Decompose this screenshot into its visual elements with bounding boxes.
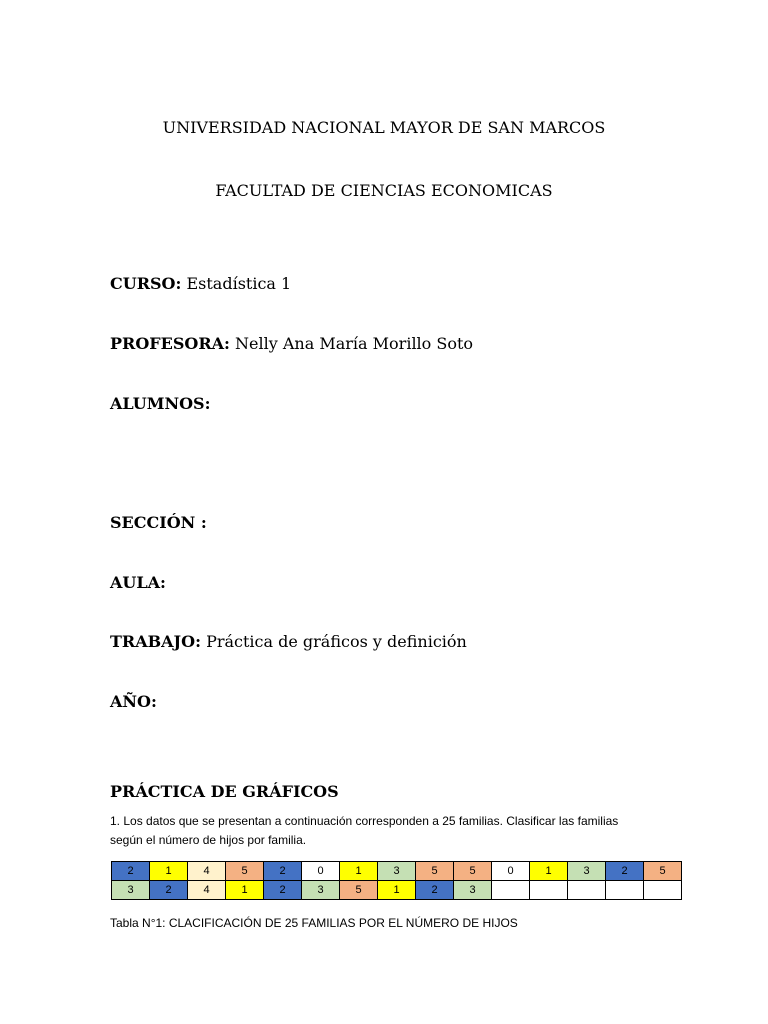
- table-cell: 0: [492, 862, 530, 881]
- table-cell: 1: [530, 862, 568, 881]
- university-title: UNIVERSIDAD NACIONAL MAYOR DE SAN MARCOS: [162, 118, 606, 137]
- faculty-title: FACULTAD DE CIENCIAS ECONOMICAS: [215, 181, 553, 200]
- alumnos-label: ALUMNOS:: [110, 394, 211, 413]
- table-cell: 2: [112, 862, 150, 881]
- table-cell: 3: [454, 881, 492, 900]
- table-cell: 4: [188, 881, 226, 900]
- table-cell: 0: [302, 862, 340, 881]
- aula-field: [110, 573, 166, 592]
- table-cell: [568, 881, 606, 900]
- table-cell: 5: [226, 862, 264, 881]
- table-caption: Tabla N°1: CLACIFICACIÓN DE 25 FAMILIAS POR EL NÚMERO DE HIJOS: [110, 916, 518, 930]
- table-cell: 2: [606, 862, 644, 881]
- table-cell: 1: [150, 862, 188, 881]
- seccion-field: [110, 513, 207, 532]
- instructions-line-2: según el número de hijos por familia.: [110, 833, 307, 847]
- table-cell: 3: [112, 881, 150, 900]
- table-row: [112, 862, 682, 881]
- curso-label: CURSO:: [110, 274, 182, 293]
- table-cell: [606, 881, 644, 900]
- curso-field: [110, 274, 291, 293]
- table-cell: 1: [340, 862, 378, 881]
- trabajo-value: Práctica de gráficos y definición: [206, 632, 467, 651]
- table-cell: 2: [150, 881, 188, 900]
- table-cell: [644, 881, 682, 900]
- table-cell: 3: [378, 862, 416, 881]
- table-cell: [530, 881, 568, 900]
- families-data-table: [111, 861, 682, 900]
- table-cell: 3: [302, 881, 340, 900]
- profesora-value: Nelly Ana María Morillo Soto: [235, 334, 474, 353]
- instructions-line-1: 1. Los datos que se presentan a continuación corresponden a 25 familias. Clasificar las familias: [110, 814, 619, 828]
- table-row: [112, 881, 682, 900]
- anio-label: AÑO:: [110, 692, 157, 711]
- alumnos-field: [110, 394, 210, 413]
- trabajo-label: TRABAJO:: [110, 632, 201, 651]
- table-cell: [492, 881, 530, 900]
- table-cell: 3: [568, 862, 606, 881]
- table-cell: 4: [188, 862, 226, 881]
- table-cell: 2: [264, 862, 302, 881]
- profesora-field: [110, 334, 473, 353]
- table-cell: 2: [416, 881, 454, 900]
- table-cell: 5: [454, 862, 492, 881]
- seccion-label: SECCIÓN :: [110, 513, 207, 532]
- table-cell: 1: [378, 881, 416, 900]
- table-cell: 5: [416, 862, 454, 881]
- curso-value: Estadística 1: [186, 274, 292, 293]
- aula-label: AULA:: [110, 573, 166, 592]
- profesora-label: PROFESORA:: [110, 334, 230, 353]
- table-cell: 1: [226, 881, 264, 900]
- practice-title: PRÁCTICA DE GRÁFICOS: [110, 782, 339, 801]
- table-cell: 5: [340, 881, 378, 900]
- table-cell: 5: [644, 862, 682, 881]
- anio-field: [110, 692, 157, 711]
- practice-instructions: [110, 812, 670, 850]
- trabajo-field: [110, 632, 467, 651]
- table-cell: 2: [264, 881, 302, 900]
